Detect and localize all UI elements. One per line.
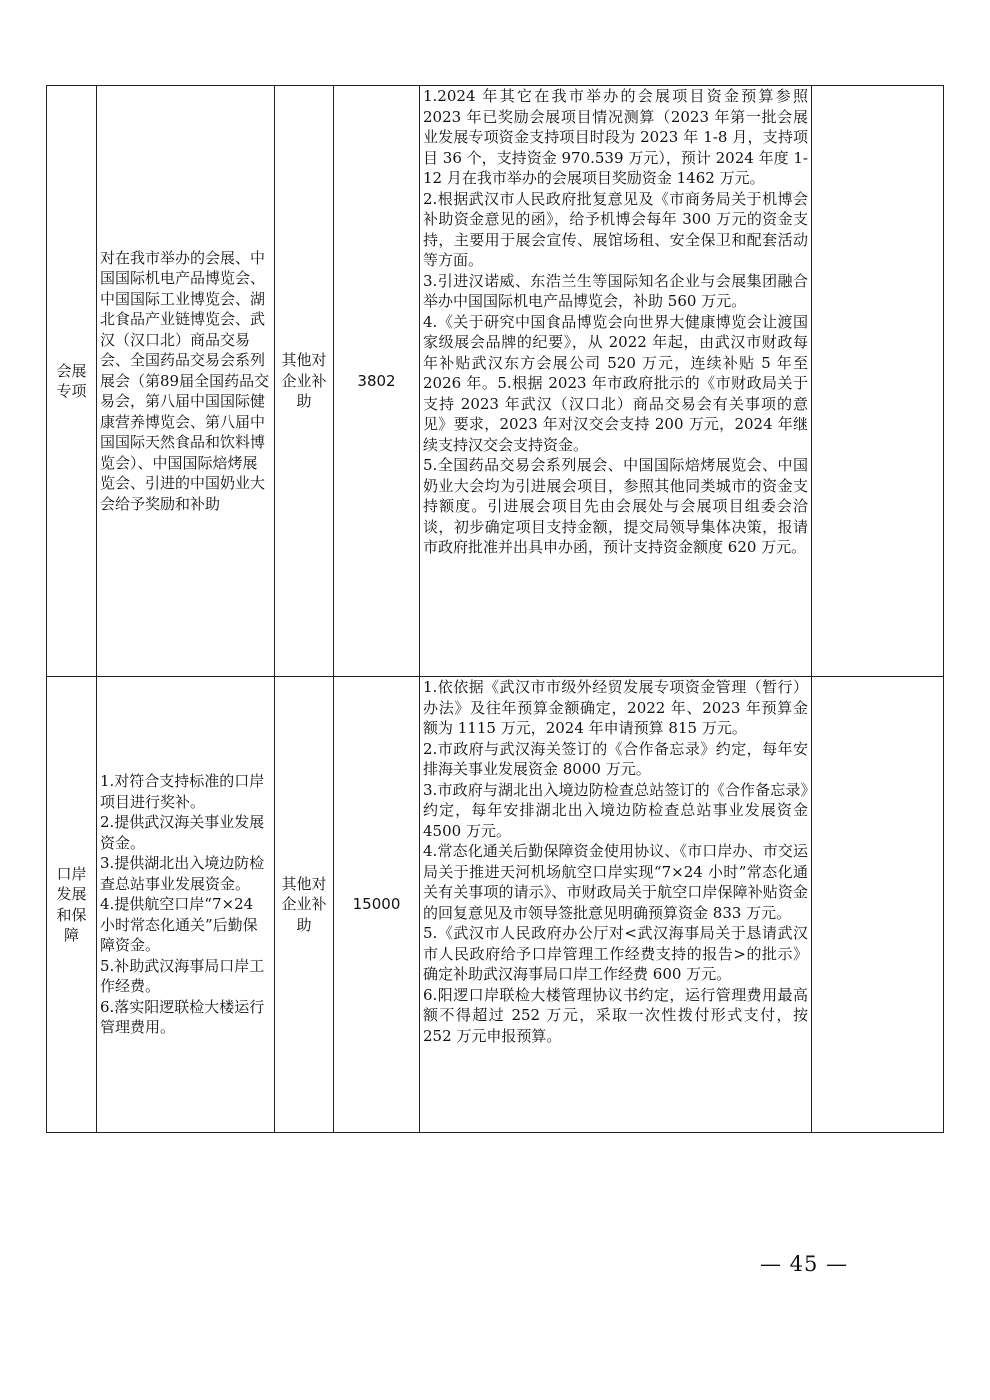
- category-cell: 会展专项: [47, 86, 97, 677]
- basis-line: 1.依依据《武汉市市级外经贸发展专项资金管理（暂行）办法》及往年预算金额确定，2022 年、2023 年预算金额为 1115 万元，2024 年申请预算 815 万元。: [423, 678, 808, 737]
- amount-cell: 15000: [334, 677, 420, 1133]
- type-cell: 其他对企业补助: [275, 86, 334, 677]
- content-line: 6.落实阳逻联检大楼运行管理费用。: [100, 997, 265, 1037]
- content-line: 4.提供航空口岸“7×24 小时常态化通关”后勤保障资金。: [100, 895, 258, 955]
- table-row: [47, 677, 944, 1133]
- content-cell: [97, 86, 275, 677]
- basis-line: 1.2024 年其它在我市举办的会展项目资金预算参照 2023 年已奖励会展项目情况测算（2023 年第一批会展业发展专项资金支持项目时段为 2023 年 1-8 月，支持项目 36 个，支持资金 970.539 万元），预计 2024 年度 1-12 月在我市举办的会展项目奖励资金 1462 万元。: [423, 87, 808, 187]
- table-row: [47, 86, 944, 677]
- basis-cell: [420, 677, 812, 1133]
- basis-line: 3.引进汉诺威、东浩兰生等国际知名企业与会展集团融合举办中国国际机电产品博览会，补助 560 万元。: [423, 271, 808, 310]
- content-line: 5.补助武汉海事局口岸工作经费。: [100, 956, 265, 996]
- content-line: 2.提供武汉海关事业发展资金。: [100, 813, 265, 852]
- basis-line: 4.常态化通关后勤保障资金使用协议、《市口岸办、市交运局关于推进天河机场航空口岸实现“7×24 小时”常态化通关有关事项的请示》、市财政局关于航空口岸保障补贴资金的回复意见及市领导签批意见明确预算资金 833 万元。: [423, 842, 808, 922]
- basis-line: 5.全国药品交易会系列展会、中国国际焙烤展览会、中国奶业大会均为引进展会项目，参照其他同类城市的资金支持额度。引进展会项目先由会展处与会展项目组委会洽谈，初步确定项目支持金额，提交局领导集体决策，报请市政府批准并出具申办函，预计支持资金额度 620 万元。: [423, 456, 808, 556]
- type-cell: 其他对企业补助: [275, 677, 334, 1133]
- amount-cell: 3802: [334, 86, 420, 677]
- page-number: — 45 —: [760, 1252, 849, 1276]
- basis-line: 5.《武汉市人民政府办公厅对<武汉海事局关于恳请武汉市人民政府给予口岸管理工作经费支持的报告>的批示》确定补助武汉海事局口岸工作经费 600 万元。: [423, 924, 808, 983]
- category-cell: 口岸发展和保障: [47, 677, 97, 1133]
- basis-line: 4.《关于研究中国食品博览会向世界大健康博览会让渡国家级展会品牌的纪要》，从 2022 年起，由武汉市财政每年补贴武汉东方会展公司 520 万元，连续补贴 5 年至 2026 年。5.根据 2023 年市政府批示的《市财政局关于支持 2023 年武汉（汉口北）商品交易会有关事项的意见》要求，2023 年对汉交会支持 200 万元，2024 年继续支持汉交会支持资金。: [423, 312, 808, 454]
- basis-line: 6.阳逻口岸联检大楼管理协议书约定，运行管理费用最高额不得超过 252 万元，采取一次性拨付形式支付，按 252 万元申报预算。: [423, 985, 808, 1045]
- budget-table: [46, 85, 944, 1133]
- basis-line: 2.根据武汉市人民政府批复意见及《市商务局关于机博会补助资金意见的函》，给予机博会每年 300 万元的资金支持，主要用于展会宣传、展馆场租、安全保卫和配套活动等方面。: [423, 189, 808, 269]
- basis-line: 2.市政府与武汉海关签订的《合作备忘录》约定，每年安排海关事业发展资金 8000 万元。: [423, 739, 808, 778]
- note-cell: [812, 677, 944, 1133]
- content-line: 3.提供湖北出入境边防检查总站事业发展资金。: [100, 854, 265, 893]
- basis-cell: [420, 86, 812, 677]
- basis-line: 3.市政府与湖北出入境边防检查总站签订的《合作备忘录》约定，每年安排湖北出入境边防检查总站事业发展资金 4500 万元。: [423, 780, 808, 840]
- content-cell: [97, 677, 275, 1133]
- content-line: 1.对符合支持标准的口岸项目进行奖补。: [100, 772, 265, 811]
- note-cell: [812, 86, 944, 677]
- content-line: 对在我市举办的会展、中国国际机电产品博览会、中国国际工业博览会、湖北食品产业链博览会、武汉（汉口北）商品交易会、全国药品交易会系列展会（第89届全国药品交易会，第八届中国国际健康营养博览会、第八届中国国际天然食品和饮料博览会）、中国国际焙烤展览会、引进的中国奶业大会给予奖励和补助: [100, 248, 270, 513]
